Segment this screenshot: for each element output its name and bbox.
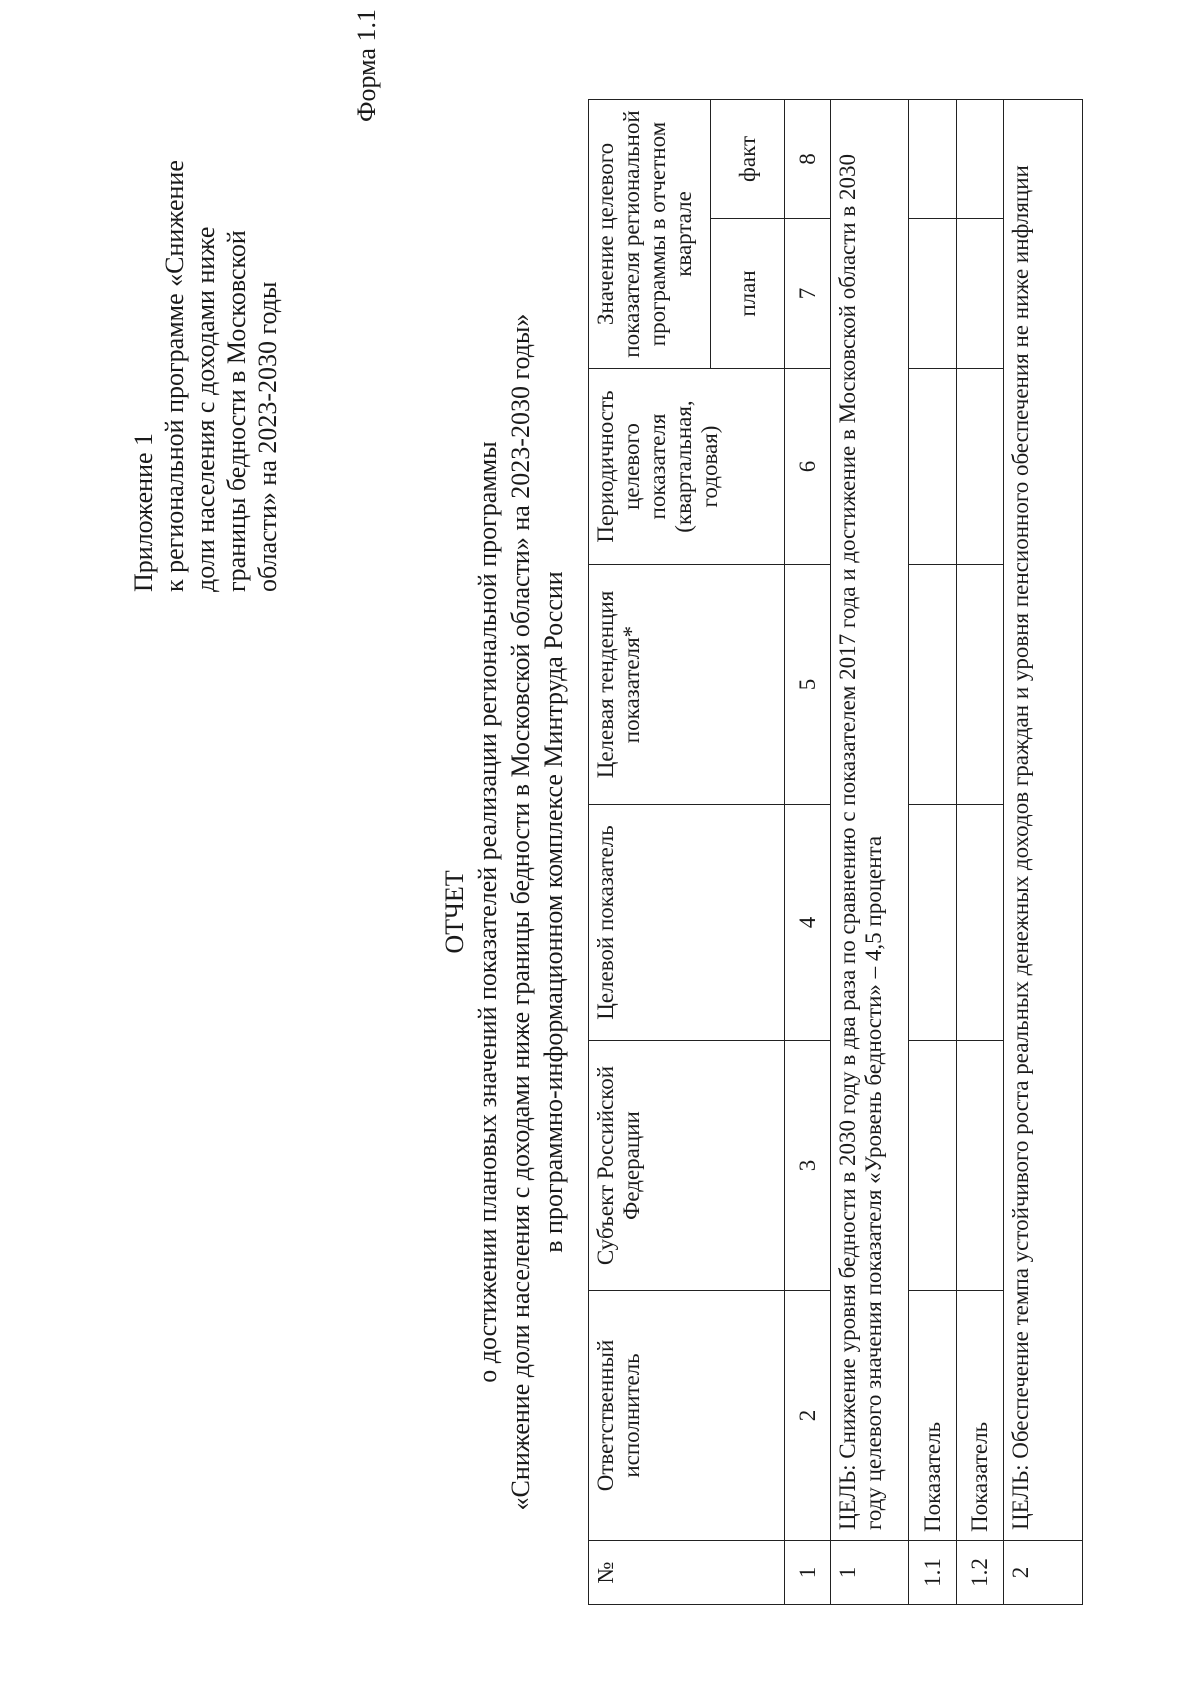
goal-num: 2 — [1004, 1541, 1083, 1605]
col-number: 6 — [785, 369, 830, 565]
table-row — [956, 99, 1004, 1604]
appendix-title: Приложение 1 — [129, 432, 158, 592]
empty-cell — [909, 1041, 957, 1291]
empty-cell — [956, 369, 1004, 565]
header-fact: факт — [710, 99, 784, 218]
header-plan: план — [710, 219, 784, 369]
goal-row — [1004, 99, 1083, 1604]
report-subtitle-2: «Снижение доли населения с доходами ниже границы бедности в Московской области» на 2023-2030 годы» — [506, 313, 535, 1511]
col-number: 2 — [785, 1291, 830, 1541]
row-label: Показатель — [909, 1291, 957, 1541]
row-label: Показатель — [956, 1291, 1004, 1541]
header-trend: Целевая тенденция показателя* — [589, 565, 785, 805]
report-subtitle-3: в программно-информационном комплексе Минтруда России — [539, 571, 568, 1253]
report-title: ОТЧЕТ — [440, 870, 469, 954]
report-subtitle-1: о достижении плановых значений показателей реализации региональной программы — [473, 441, 502, 1383]
empty-cell — [956, 219, 1004, 369]
form-label: Форма 1.1 — [352, 9, 381, 122]
appendix-text: к региональной программе «Снижение доли населения с доходами ниже границы бедности в Московской области» на 2023-2030 годы — [160, 160, 282, 592]
header-indicator: Целевой показатель — [589, 805, 785, 1041]
table-header-row — [589, 99, 711, 1604]
empty-cell — [909, 99, 957, 218]
col-number: 3 — [785, 1041, 830, 1291]
col-number: 1 — [785, 1541, 830, 1605]
goal-text: ЦЕЛЬ: Обеспечение темпа устойчивого роста реальных денежных доходов граждан и уровня пенсионного обеспечения не ниже инфляции — [1004, 99, 1083, 1540]
header-num: № — [589, 1541, 785, 1605]
report-heading — [438, 277, 570, 1547]
col-number: 8 — [785, 99, 830, 218]
col-number: 4 — [785, 805, 830, 1041]
report-table — [588, 99, 1083, 1605]
col-number: 7 — [785, 219, 830, 369]
row-num: 1.2 — [956, 1541, 1004, 1605]
header-executor: Ответственный исполнитель — [589, 1291, 785, 1541]
empty-cell — [909, 369, 957, 565]
header-periodicity: Периодичность целевого показателя (квартальная, годовая) — [589, 369, 785, 565]
goal-text: ЦЕЛЬ: Снижение уровня бедности в 2030 году в два раза по сравнению с показателем 2017 года и достижение в Московской области в 2030 году целевого значения показателя «Уровень бедности» – 4,5 процента — [830, 99, 909, 1540]
empty-cell — [909, 805, 957, 1041]
table-row — [909, 99, 957, 1604]
row-num: 1.1 — [909, 1541, 957, 1605]
goal-row — [830, 99, 909, 1604]
empty-cell — [956, 565, 1004, 805]
col-number: 5 — [785, 565, 830, 805]
header-value-group: Значение целевого показателя региональной программы в отчетном квартале — [589, 99, 711, 368]
column-number-row — [785, 99, 830, 1604]
empty-cell — [909, 219, 957, 369]
empty-cell — [956, 805, 1004, 1041]
empty-cell — [956, 1041, 1004, 1291]
appendix-note — [128, 132, 283, 592]
goal-num: 1 — [830, 1541, 909, 1605]
empty-cell — [909, 565, 957, 805]
header-subject: Субъект Российской Федерации — [589, 1041, 785, 1291]
empty-cell — [956, 99, 1004, 218]
